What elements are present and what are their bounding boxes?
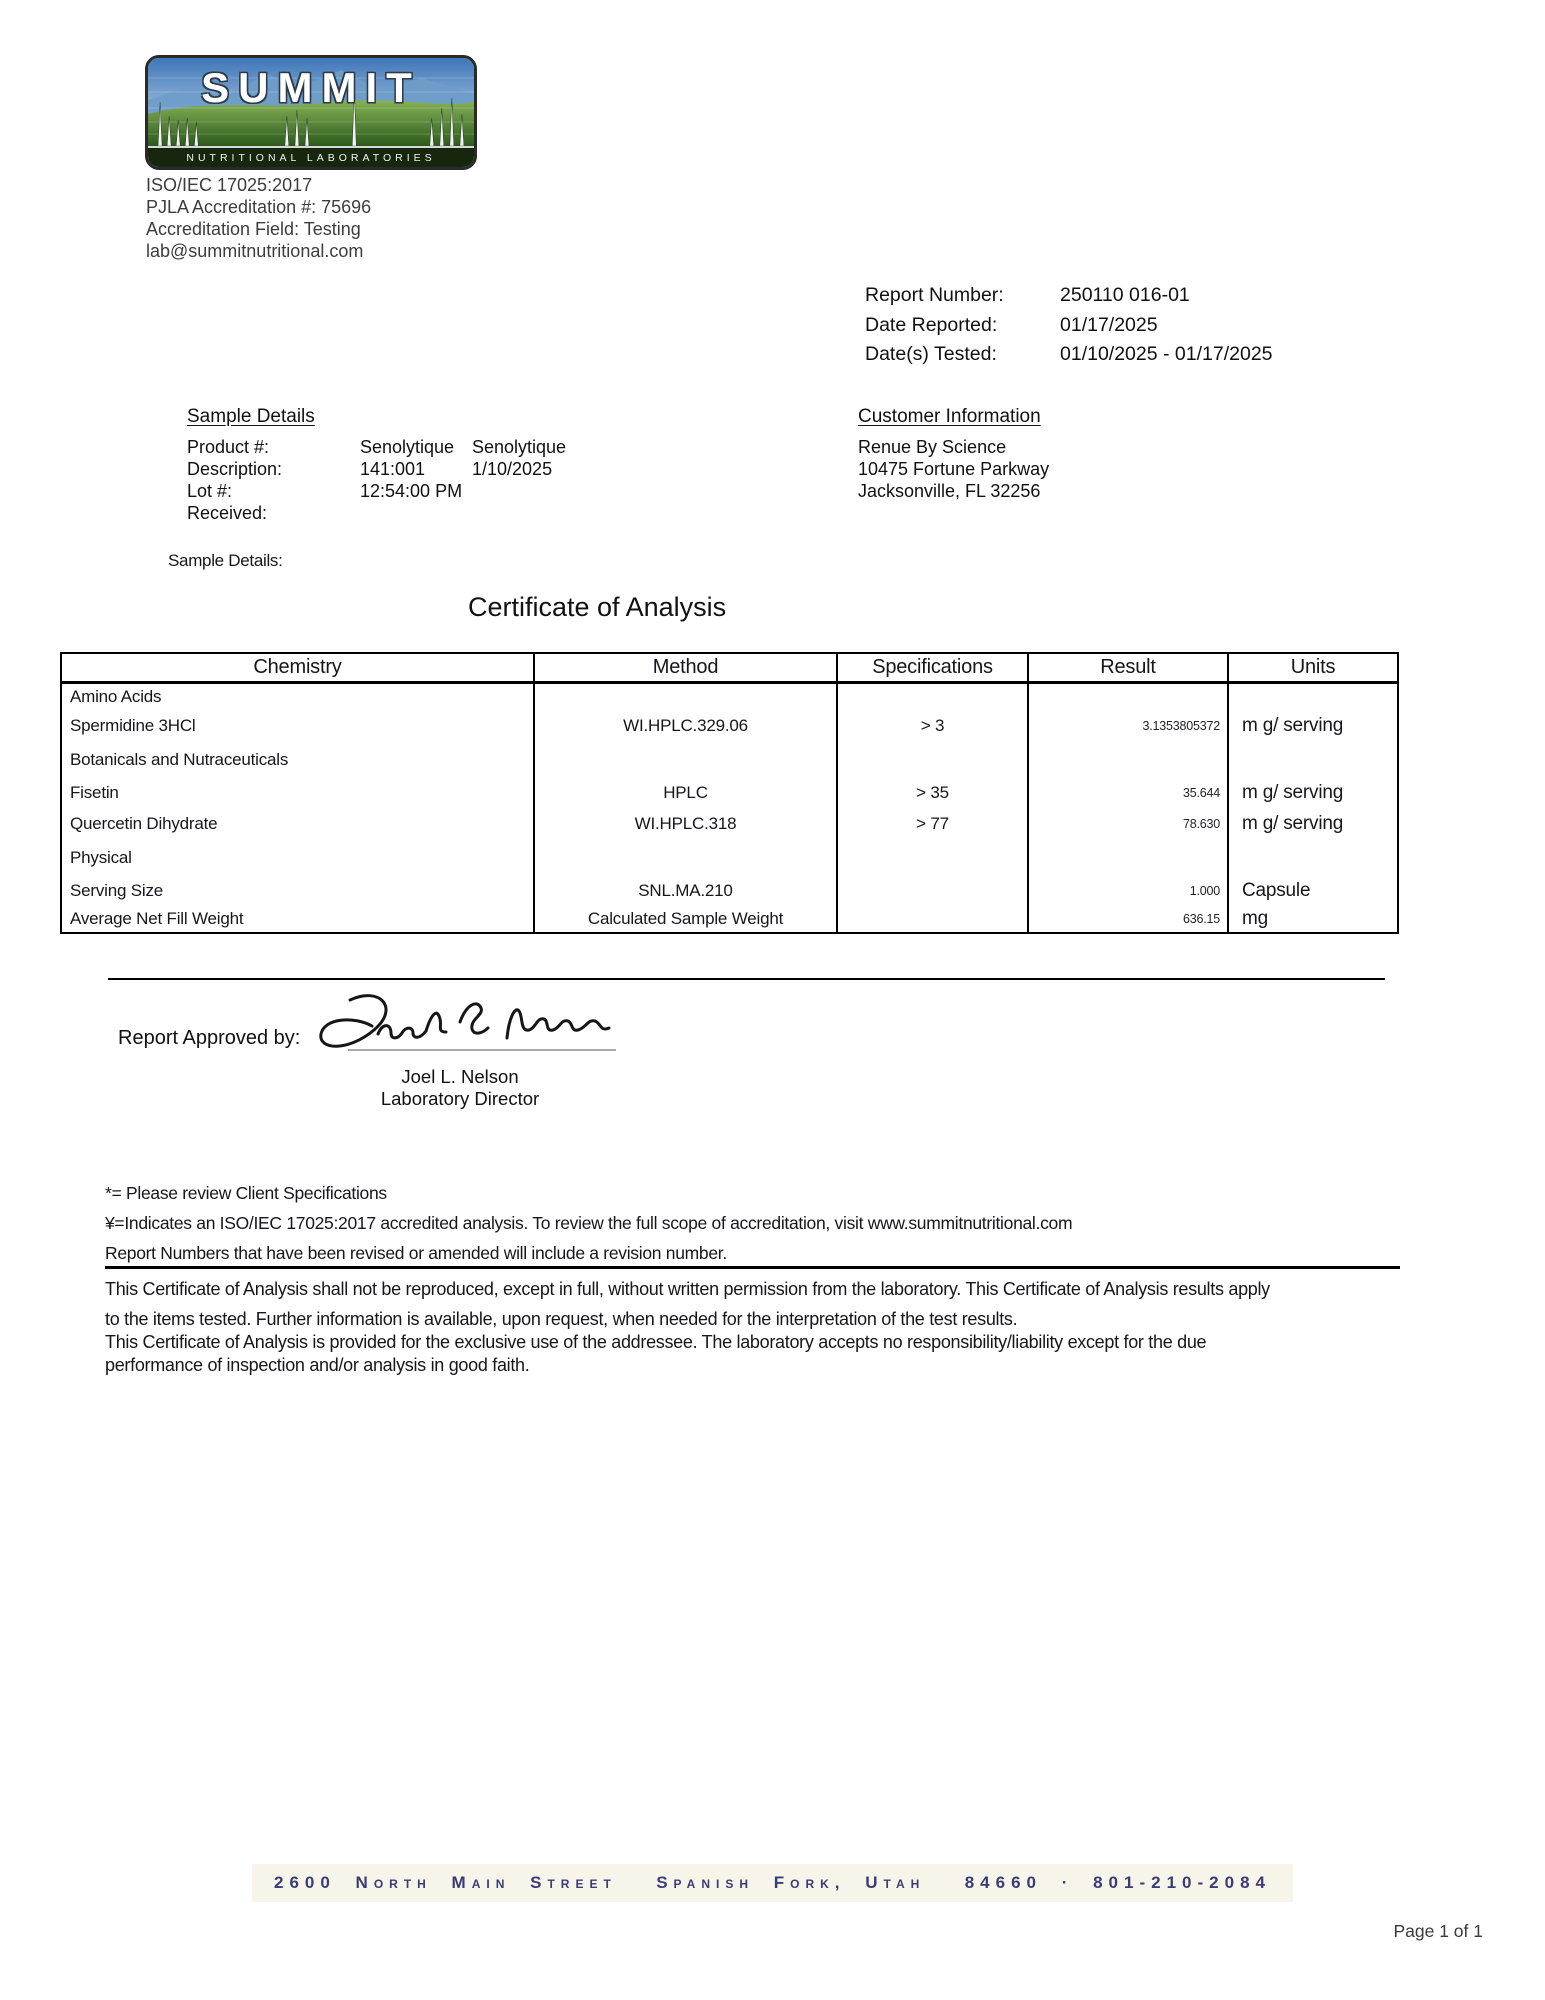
dates-tested-row — [865, 340, 1273, 370]
footnote-accredited-analysis: ¥=Indicates an ISO/IEC 17025:2017 accredited analysis. To review the full scope of accreditation, visit www.summitnutritional.com — [105, 1213, 1073, 1233]
disclaimer-divider-line — [105, 1266, 1400, 1269]
received-label: Received: — [187, 503, 268, 523]
accreditation-line: PJLA Accreditation #: 75696 — [146, 197, 372, 217]
lot-number-label: Lot #: — [187, 481, 233, 501]
signer-title: Laboratory Director — [380, 1088, 540, 1109]
lot-number-value: 12:54:00 PM — [360, 481, 463, 501]
description-value-2: 1/10/2025 — [472, 459, 553, 479]
customer-name: Renue By Science — [858, 437, 1007, 457]
table-row — [62, 876, 1397, 906]
units-value: Capsule — [1242, 880, 1311, 901]
method-value: WI.HPLC.329.06 — [535, 710, 838, 742]
table-row — [62, 808, 1397, 839]
analyte-name: Fisetin — [62, 778, 535, 808]
table-row — [62, 778, 1397, 808]
accreditation-block — [146, 174, 371, 262]
table-row — [62, 906, 1397, 932]
product-number-label: Product #: — [187, 437, 270, 457]
category-label: Amino Acids — [62, 684, 535, 710]
sample-detail-row — [187, 480, 566, 502]
specification-value: > 3 — [838, 710, 1029, 742]
signer-name: Joel L. Nelson — [401, 1066, 519, 1087]
footnote-revision: Report Numbers that have been revised or amended will include a revision number. — [105, 1243, 727, 1263]
analyte-name: Quercetin Dihydrate — [62, 808, 535, 839]
table-category-row — [62, 839, 1397, 876]
customer-city: Jacksonville, FL 32256 — [858, 481, 1041, 501]
sample-detail-row — [187, 436, 566, 458]
customer-info-section — [858, 406, 1049, 502]
received-value — [360, 502, 472, 524]
lab-address-text: 2600 North Main Street Spanish Fork, Utah 84660 · 801-210-2084 — [252, 1864, 1293, 1902]
units-value: m g/ serving — [1242, 715, 1344, 736]
dates-tested-value: 01/10/2025 - 01/17/2025 — [1060, 343, 1273, 365]
col-header-result: Result — [1029, 654, 1229, 684]
units-value: mg — [1242, 908, 1268, 929]
specification-value — [838, 876, 1029, 906]
sample-detail-row — [187, 458, 566, 480]
table-header-row — [62, 654, 1397, 684]
report-number-label: Report Number: — [865, 284, 1004, 306]
specification-value: > 35 — [838, 778, 1029, 808]
category-label: Botanicals and Nutraceuticals — [62, 742, 535, 778]
certificate-title: Certificate of Analysis — [468, 592, 727, 622]
signature-divider-line — [108, 978, 1385, 980]
description-label: Description: — [187, 459, 283, 479]
product-number-value-2: Senolytique — [472, 437, 567, 457]
summit-logo — [145, 55, 477, 170]
sample-detail-row — [187, 502, 566, 524]
units-value: m g/ serving — [1242, 812, 1344, 834]
table-category-row — [62, 742, 1397, 778]
accreditation-line: ISO/IEC 17025:2017 — [146, 175, 313, 195]
table-row — [62, 710, 1397, 742]
disclaimer-block — [105, 1278, 1270, 1377]
disclaimer-line: performance of inspection and/or analysis in good faith. — [105, 1355, 530, 1375]
col-header-specifications: Specifications — [838, 654, 1029, 684]
disclaimer-line: This Certificate of Analysis shall not be reproduced, except in full, without written permission from the laboratory. This Certificate of Analysis results apply — [105, 1279, 1270, 1299]
method-value: WI.HPLC.318 — [535, 808, 838, 839]
sample-details-note-label: Sample Details: — [168, 551, 283, 570]
analyte-name: Serving Size — [62, 876, 535, 906]
col-header-chemistry: Chemistry — [62, 654, 535, 684]
date-reported-row — [865, 311, 1273, 341]
date-reported-value: 01/17/2025 — [1060, 313, 1158, 336]
result-value: 636.15 — [1029, 906, 1229, 932]
col-header-method: Method — [535, 654, 838, 684]
report-number-value: 250110 016-01 — [1060, 284, 1190, 306]
result-value: 3.1353805372 — [1029, 710, 1229, 742]
footer-address-bar — [0, 1864, 1545, 1902]
sample-details-heading: Sample Details — [187, 406, 315, 427]
date-reported-label: Date Reported: — [865, 313, 998, 336]
lot-number-value-2 — [472, 480, 566, 502]
lab-email-text: lab@summitnutritional.com — [146, 241, 364, 261]
product-number-value: Senolytique — [360, 437, 455, 457]
description-value: 141:001 — [360, 459, 426, 479]
dates-tested-label: Date(s) Tested: — [865, 343, 997, 365]
method-value: Calculated Sample Weight — [535, 906, 838, 932]
sample-details-section — [187, 406, 566, 524]
page-number: Page 1 of 1 — [1393, 1921, 1483, 1941]
result-value: 1.000 — [1029, 876, 1229, 906]
results-table — [60, 652, 1399, 934]
footnotes-block — [105, 1178, 1072, 1268]
logo-brand-text: SUMMIT — [201, 64, 421, 111]
category-label: Physical — [62, 839, 535, 876]
specification-value: > 77 — [838, 808, 1029, 839]
specification-value — [838, 906, 1029, 932]
logo-tagline: NUTRITIONAL LABORATORIES — [148, 146, 474, 167]
col-header-units: Units — [1229, 654, 1397, 684]
footnote-client-specs: *= Please review Client Specifications — [105, 1183, 387, 1203]
method-value: SNL.MA.210 — [535, 876, 838, 906]
disclaimer-line: to the items tested. Further information is available, upon request, when needed for the interpretation of the test results. — [105, 1309, 1018, 1329]
analyte-name: Average Net Fill Weight — [62, 906, 535, 932]
accreditation-line: Accreditation Field: Testing — [146, 219, 361, 239]
received-value-2 — [472, 502, 566, 524]
analyte-name: Spermidine 3HCl — [62, 710, 535, 742]
customer-info-heading: Customer Information — [858, 406, 1041, 427]
approved-by-label: Report Approved by: — [118, 1027, 301, 1049]
disclaimer-line: This Certificate of Analysis is provided for the exclusive use of the addressee. The laboratory accepts no responsibility/liability except for the due — [105, 1332, 1207, 1352]
result-value: 78.630 — [1029, 808, 1229, 839]
result-value: 35.644 — [1029, 778, 1229, 808]
report-info-block — [865, 281, 1273, 370]
units-value: m g/ serving — [1242, 782, 1344, 803]
method-value: HPLC — [535, 778, 838, 808]
table-category-row — [62, 684, 1397, 710]
signature-image — [300, 984, 630, 1068]
customer-street: 10475 Fortune Parkway — [858, 459, 1050, 479]
report-number-row — [865, 281, 1273, 311]
